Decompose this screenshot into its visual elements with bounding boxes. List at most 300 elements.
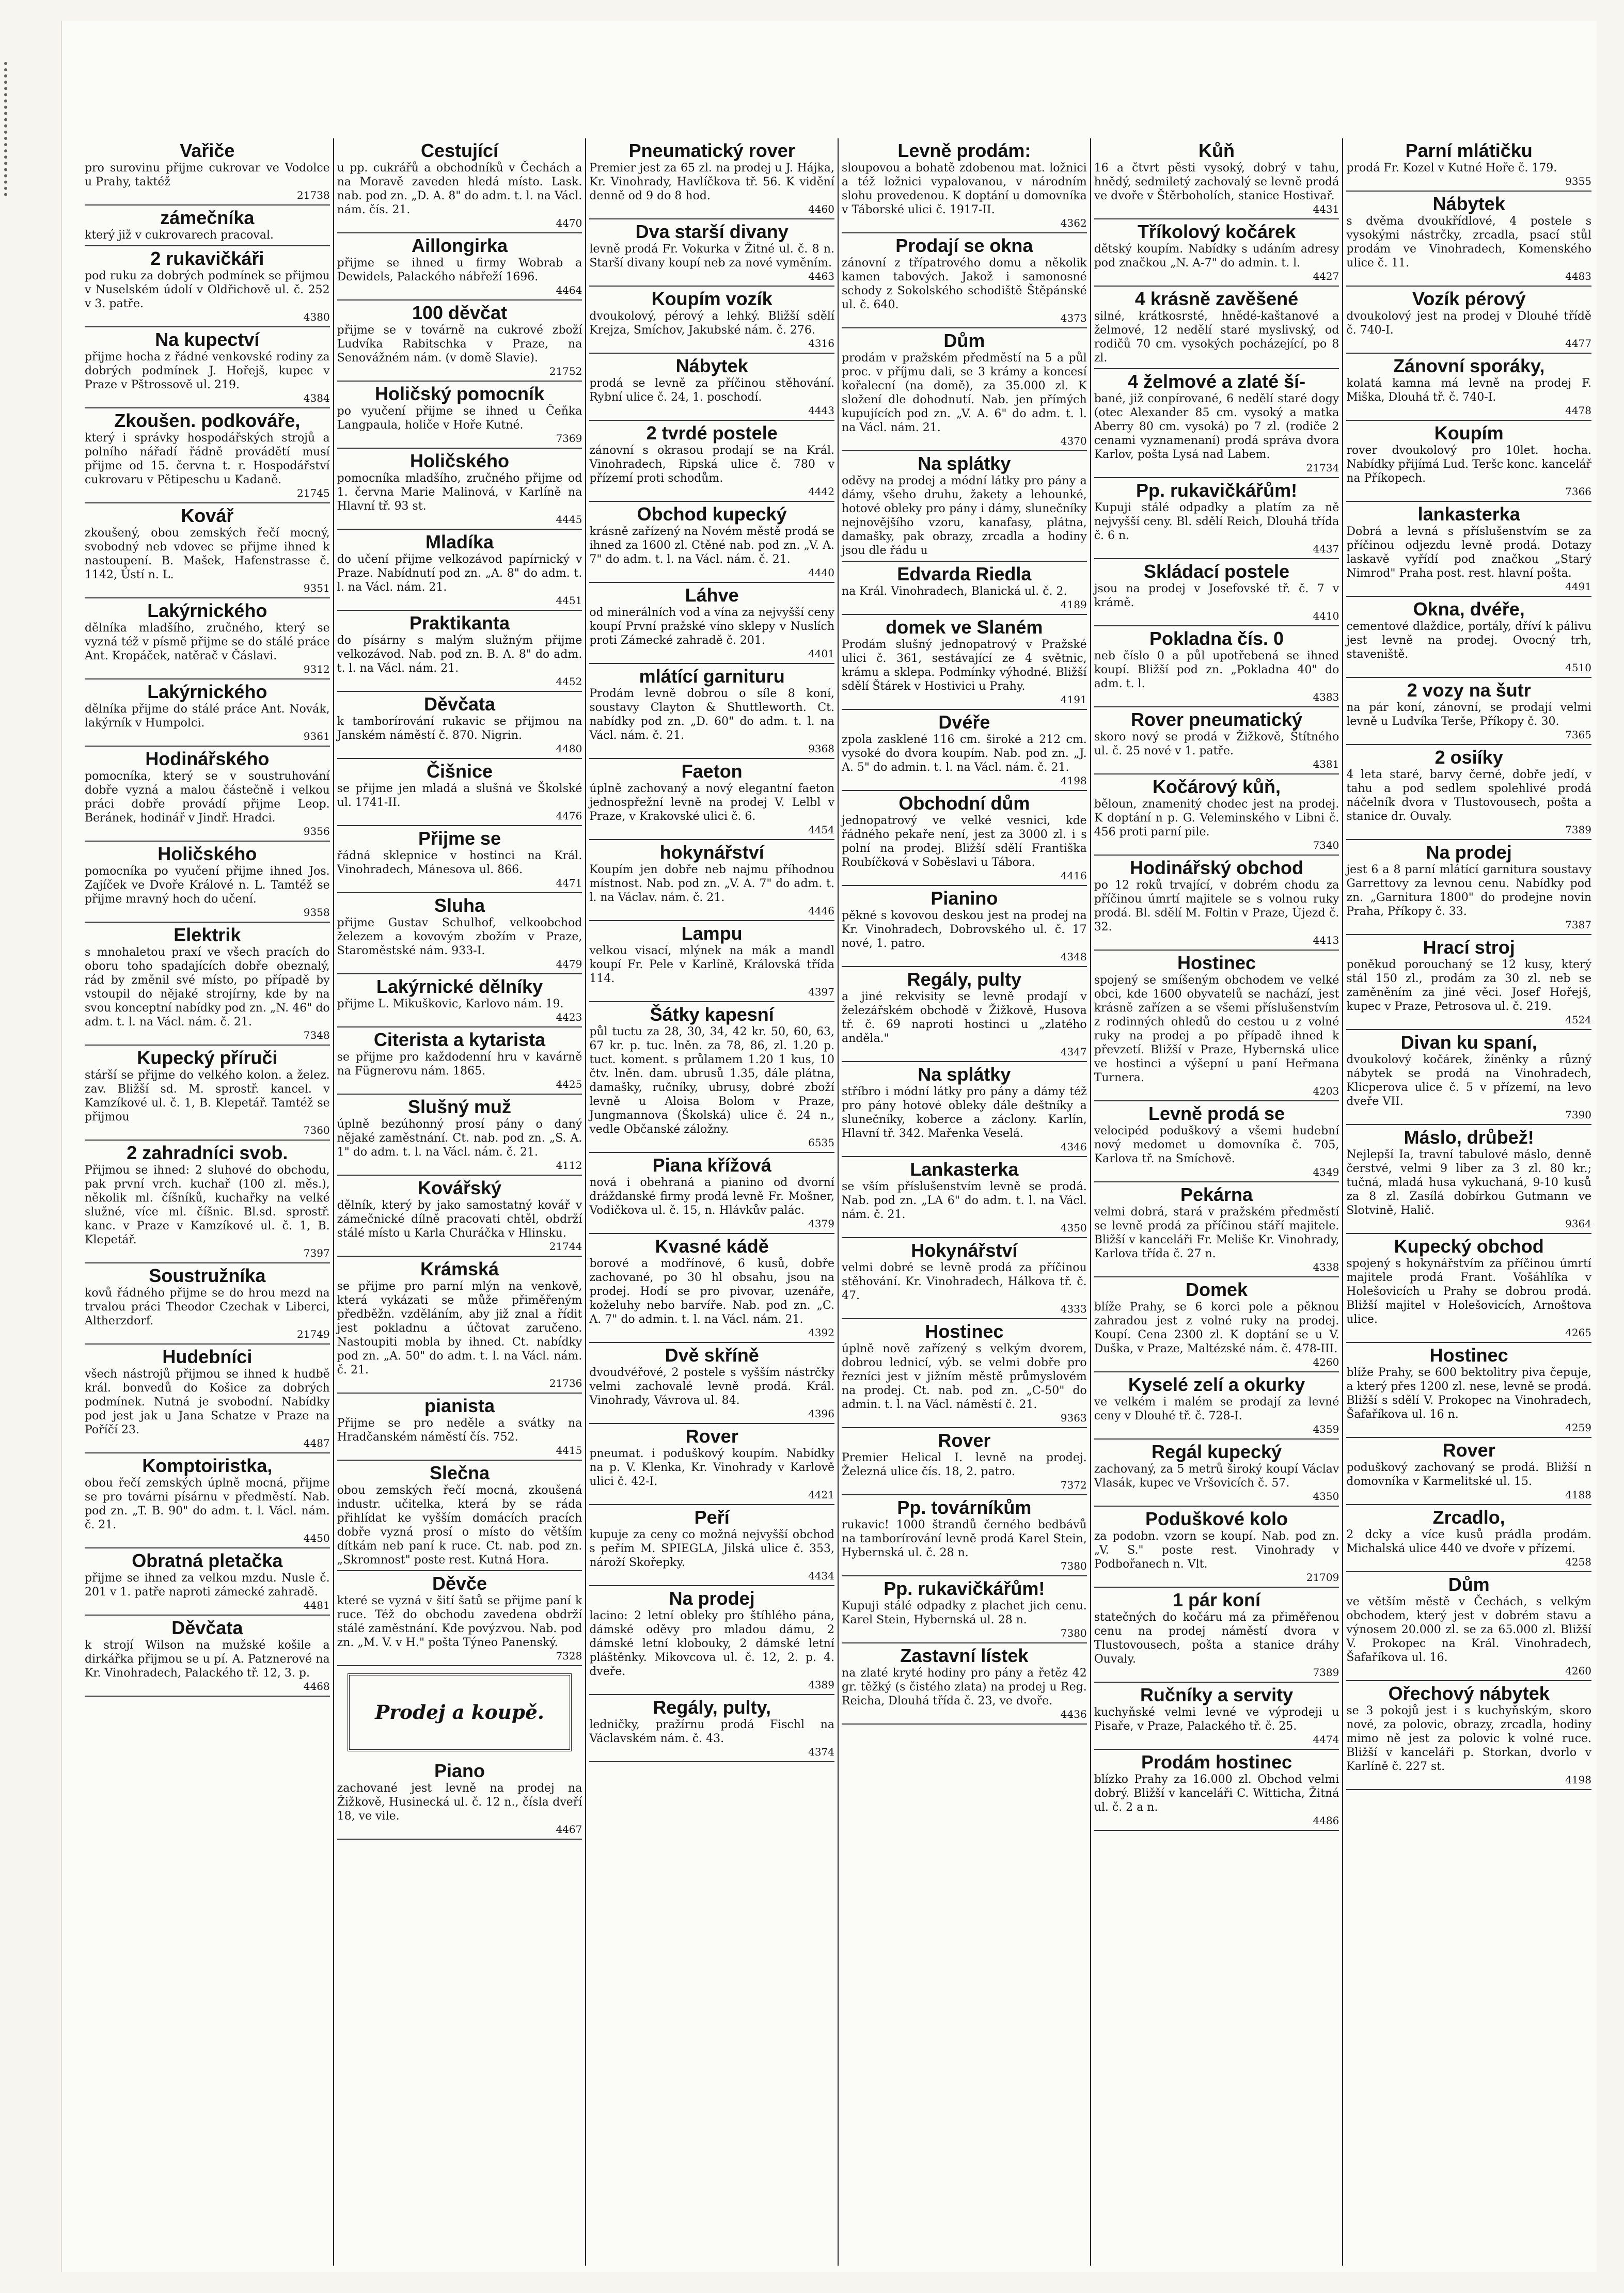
classified-ad bbox=[337, 138, 582, 233]
ad-text: dětský koupím. Nabídky s udáním adresy pod značkou „N. A-7" do admin. t. l. bbox=[1094, 243, 1339, 270]
classified-ad bbox=[842, 710, 1087, 791]
ad-title: Piano bbox=[434, 1760, 485, 1781]
ad-text: silné, krátkosrsté, hnědé-kaštanové a želmové, 12 nedělí staré myslivský, od rodičů 70 cm. vysokých pocházející, po 8 zl. bbox=[1094, 310, 1339, 365]
ad-text: u pp. cukrářů a obchodníků v Čechách a na Moravě zaveden hledá místo. Lask. nab. pod zn. „D. A. 8" do adm. t. l. na Václ. nám. čís. 21. bbox=[337, 162, 582, 216]
ad-text: úplně zachovaný a nový elegantní faeton jednospřežní levně na prodej V. Lelbl v Praze, v Krakovské ulici č. 6. bbox=[589, 782, 835, 823]
ad-title: 4 krásně zavěšené bbox=[1134, 288, 1299, 309]
ad-title: Lakýrnické dělníky bbox=[376, 976, 543, 997]
classified-ad bbox=[85, 1453, 330, 1548]
classified-ad bbox=[1346, 597, 1591, 678]
classified-ad bbox=[337, 233, 582, 301]
ad-code: 4468 bbox=[303, 1680, 330, 1693]
classified-ad bbox=[1346, 287, 1591, 354]
ad-text: ledničky, pražírnu prodá Fischl na Václavském nám. č. 43. bbox=[589, 1718, 835, 1745]
ad-text: zánovní s okrasou prodají se na Král. Vinohradech, Ripská ulice č. 780 v přízemí proti schodům. bbox=[589, 444, 835, 485]
ad-code: 4454 bbox=[808, 824, 835, 836]
ad-text: řádná sklepnice v hostinci na Král. Vinohradech, Mánesova ul. 866. bbox=[337, 849, 582, 876]
classified-ad bbox=[589, 421, 834, 502]
ad-code: 4445 bbox=[556, 513, 582, 526]
classified-ad bbox=[589, 1695, 834, 1762]
classified-ad bbox=[1094, 856, 1339, 951]
classified-ad bbox=[1346, 678, 1591, 745]
ad-text: neb číslo 0 a půl upotřebená se ihned koupí. Bližší pod zn. „Pokladna 40" do adm. t. l. bbox=[1094, 650, 1339, 690]
ad-code: 7397 bbox=[303, 1247, 330, 1259]
ad-code: 9312 bbox=[303, 663, 330, 675]
ad-text: zachované jest levně na prodej na Žižkově, Husinecká ul. č. 12 n., čísla dveří 18, ve vile. bbox=[337, 1781, 582, 1823]
classified-ad bbox=[1094, 1507, 1339, 1588]
ad-title: 2 tvrdé postele bbox=[646, 422, 778, 444]
ad-text: pěkné s kovovou deskou jest na prodej na Kr. Vinohradech, Dobrovského ul. č. 17 nové, 1. patro. bbox=[842, 909, 1087, 950]
ad-code: 4476 bbox=[556, 810, 582, 822]
ad-text: běloun, znamenitý chodec jest na prodej. K doptání n p. G. Veleminského v Libni č. 456 proti parní pile. bbox=[1094, 798, 1339, 839]
classified-ad bbox=[85, 598, 330, 679]
ad-code: 7372 bbox=[1060, 1479, 1087, 1491]
classified-ad bbox=[1346, 421, 1591, 502]
classified-ad bbox=[337, 1027, 582, 1095]
ad-text: ve velkém i malém se prodají za levné ceny v Dlouhé tř. č. 728-I. bbox=[1094, 1396, 1339, 1422]
classified-ad bbox=[1094, 1101, 1339, 1182]
classified-ad bbox=[85, 327, 330, 408]
classified-ad bbox=[1094, 951, 1339, 1101]
ad-code: 4524 bbox=[1565, 1014, 1592, 1026]
ad-text: Premier jest za 65 zl. na prodej u J. Hájka, Kr. Vinohrady, Havlíčkova tř. 56. K vidění denně od 9 do 8 hod. bbox=[589, 162, 835, 202]
ad-title: Dům bbox=[1448, 1574, 1490, 1595]
ad-code: 4486 bbox=[1313, 1814, 1339, 1827]
ad-text: přijme se ihned u firmy Wobrab a Dewidels, Palackého nábřeží 1696. bbox=[337, 257, 582, 283]
ad-code: 4112 bbox=[556, 1159, 582, 1172]
ad-title: Pp. továrníkům bbox=[897, 1497, 1032, 1518]
classified-ad bbox=[842, 1576, 1087, 1643]
ad-title: Edvarda Riedla bbox=[897, 563, 1032, 584]
ad-text: k tamborírování rukavic se přijmou na Janském náměstí č. 870. Nigrin. bbox=[337, 715, 582, 742]
ad-title: Sluha bbox=[434, 895, 485, 916]
ad-text: na pár koní, zánovní, se prodají velmi levně u Ludvíka Terše, Příkopy č. 30. bbox=[1346, 701, 1592, 728]
ad-title: Holičský pomocník bbox=[374, 383, 545, 404]
classified-ad bbox=[337, 1176, 582, 1257]
ad-title: Elektrik bbox=[174, 924, 241, 945]
ad-text: rukavic! 1000 štrandů černého bedbávů na tamborírování levně prodá Karel Stein, Hybernská ul. č. 28 n. bbox=[842, 1519, 1087, 1559]
classified-ad bbox=[1094, 287, 1339, 369]
ad-code: 4333 bbox=[1060, 1303, 1087, 1315]
ad-title: Koupím vozík bbox=[651, 288, 772, 309]
classified-ad bbox=[1346, 1030, 1591, 1125]
classified-ad bbox=[1346, 138, 1591, 192]
ad-code: 4467 bbox=[556, 1823, 582, 1836]
ad-title: Obchod kupecký bbox=[637, 503, 787, 525]
ad-title: Kupecký příruči bbox=[137, 1047, 278, 1068]
ad-text: lacino: 2 letní obleky pro štíhlého pána, dámské oděvy pro mladou dámu, 2 dámské letní klobouky, 2 dámské letní pláštěnky. Mikovcova ul. č. 12, 2. p. 4. dveře. bbox=[589, 1609, 835, 1678]
ad-title: Faeton bbox=[681, 761, 743, 782]
ad-title: Praktikanta bbox=[409, 612, 510, 634]
classified-ad bbox=[85, 1616, 330, 1697]
ad-code: 4415 bbox=[556, 1444, 582, 1457]
ad-title: Nábytek bbox=[1432, 193, 1505, 214]
classified-ad bbox=[1346, 1125, 1591, 1234]
ad-code: 4477 bbox=[1565, 337, 1592, 350]
ad-title: hokynářství bbox=[659, 842, 764, 863]
ad-title: Lankasterka bbox=[910, 1159, 1019, 1180]
ad-title: Krámská bbox=[420, 1258, 499, 1279]
ad-code: 4392 bbox=[808, 1326, 835, 1339]
ad-code: 4431 bbox=[1313, 203, 1339, 215]
ad-code: 4479 bbox=[556, 958, 582, 970]
ad-title: Na kupectví bbox=[155, 329, 260, 350]
ad-title: Komptoiristka, bbox=[142, 1455, 273, 1476]
ad-title: Děvčata bbox=[171, 1617, 243, 1638]
classified-ad bbox=[589, 1343, 834, 1424]
ad-title: Obratná pletačka bbox=[132, 1550, 283, 1571]
ad-title: Dva starší divany bbox=[635, 221, 789, 242]
ad-code: 4437 bbox=[1313, 543, 1339, 555]
ad-title: Divan ku spaní, bbox=[1400, 1032, 1537, 1053]
ad-code: 4362 bbox=[1060, 217, 1087, 229]
ad-title: Na splátky bbox=[918, 1064, 1011, 1085]
classified-ad bbox=[589, 759, 834, 840]
ad-title: zámečníka bbox=[160, 207, 255, 228]
ad-text: s mnohaletou praxí ve všech pracích do oboru toho spadajících dobře obeznalý, rád by změnil své místo, po případě by vstoupil do nějaké strojírny, kde by na svou konceptní nabídky pod zn. „N. 46" do adm. t. l. na Václ. nám. č. 21. bbox=[85, 946, 330, 1029]
ad-text: Kupuji stálé odpadky z plachet jich cenu. Karel Stein, Hybernská ul. 28 n. bbox=[842, 1600, 1087, 1626]
ad-code: 4487 bbox=[303, 1437, 330, 1449]
ad-title: Vozík pérový bbox=[1412, 288, 1526, 309]
ad-code: 4480 bbox=[556, 742, 582, 755]
classified-ad bbox=[1094, 219, 1339, 287]
classified-ad bbox=[1094, 369, 1339, 478]
ad-title: Lakýrnického bbox=[147, 681, 267, 702]
ad-text: Prodám levně dobrou o síle 8 koní, soustavy Clayton & Shuttleworth. Ct. nabídky pod zn. „D. 60" do adm. t. l. na Václ. nám. č. 21. bbox=[589, 687, 835, 742]
ad-code: 7369 bbox=[556, 432, 582, 445]
ad-text: na Král. Vinohradech, Blanická ul. č. 2. bbox=[842, 585, 1067, 598]
ad-code: 21749 bbox=[297, 1328, 330, 1340]
ad-title: Rover bbox=[1442, 1440, 1495, 1461]
ad-code: 7390 bbox=[1565, 1109, 1592, 1121]
ad-title: pianista bbox=[424, 1395, 495, 1416]
ad-title: 1 pár koní bbox=[1172, 1589, 1261, 1610]
ad-code: 21734 bbox=[1306, 462, 1339, 474]
classified-ad bbox=[1094, 707, 1339, 774]
ad-text: statečných do kočáru má za přiměřenou cenu na prodej náměstí dvora v Tlustovousech, pošta a stanice dráhy Ouvaly. bbox=[1094, 1611, 1339, 1666]
ad-text: po 12 roků trvající, v dobrém chodu za příčinou úmrtí majitele se s volnou ruky prodá. Bl. sdělí M. Foltin v Praze, Újezd č. 32. bbox=[1094, 879, 1339, 934]
ad-text: velmi dobrá, stará v pražském předměstí se levně prodá za příčinou stáří majitele. Bližší v kanceláři Fr. Meliše Kr. Vinohrady, Karlova třída č. 27 n. bbox=[1094, 1206, 1339, 1260]
column-3 bbox=[585, 138, 838, 2266]
ad-text: dělníka mladšího, zručného, který se vyzná též v písmě přijme se do stálé práce Ant. Kropáček, natěrač v Čáslavi. bbox=[85, 622, 330, 662]
classified-ad bbox=[337, 449, 582, 530]
ad-code: 4510 bbox=[1565, 661, 1592, 674]
ad-code: 4443 bbox=[808, 404, 835, 417]
ad-code: 4396 bbox=[808, 1408, 835, 1420]
classified-ad bbox=[842, 615, 1087, 710]
ad-title: Poduškové kolo bbox=[1145, 1508, 1288, 1529]
ad-title: 2 zahradníci svob. bbox=[127, 1142, 288, 1163]
classified-ad bbox=[85, 138, 330, 205]
ad-code: 4198 bbox=[1060, 774, 1087, 787]
classified-ad bbox=[1346, 1343, 1591, 1438]
ad-title: lankasterka bbox=[1417, 503, 1520, 525]
ad-text: všech nástrojů přijmou se ihned k hudbě král. bonvedů do Košice za dobrých podmínek. Nutná je svobodní. Nabídky pod jest jak u Jana Schatze v Praze na Poříčí 23. bbox=[85, 1368, 330, 1436]
classified-ad bbox=[589, 138, 834, 219]
classified-ad bbox=[842, 233, 1087, 328]
ad-title: Hodinářský obchod bbox=[1130, 857, 1304, 878]
ad-code: 4413 bbox=[1313, 934, 1339, 946]
ad-code: 9351 bbox=[303, 582, 330, 594]
ad-title: Mladíka bbox=[425, 531, 494, 552]
ad-title: Pekárna bbox=[1180, 1184, 1253, 1205]
ad-code: 4191 bbox=[1060, 693, 1087, 706]
ad-code: 4384 bbox=[303, 392, 330, 404]
ad-text: přijme hocha z řádné venkovské rodiny za dobrých podmínek J. Hořejš, kupec v Praze v Pštrossově ul. 219. bbox=[85, 351, 330, 391]
classified-ad bbox=[337, 1461, 582, 1571]
classified-ad bbox=[85, 747, 330, 842]
ad-code: 4347 bbox=[1060, 1046, 1087, 1058]
classified-ad bbox=[589, 921, 834, 1002]
ad-code: 7348 bbox=[303, 1029, 330, 1041]
ad-code: 4350 bbox=[1313, 1490, 1339, 1503]
ad-text: na zlaté kryté hodiny pro pány a řetěz 42 gr. těžký (s čistého zlata) na prodej u Reg. Reicha, Dlouhá třída č. 23, ve dvoře. bbox=[842, 1667, 1087, 1707]
classified-ad bbox=[589, 583, 834, 664]
ad-text: blíže Prahy, se 600 bektolitry piva čepuje, a který přes 1200 zl. nese, levně se prodá. Bližší s sdělí V. Prokopec na Vinohradech, Šafaříkova ul. 16 n. bbox=[1346, 1366, 1592, 1421]
ad-code: 4460 bbox=[808, 203, 835, 215]
ad-code: 9358 bbox=[303, 906, 330, 919]
ad-title: Citerista a kytarista bbox=[373, 1029, 546, 1050]
ad-title: Prodají se okna bbox=[895, 235, 1033, 256]
classified-ad bbox=[1346, 745, 1591, 840]
ad-text: nová i obehraná a pianino od dvorní dráždanské firmy prodá levně Fr. Mošner, Vodičkova ul. č. 15, n. Hlávkův palác. bbox=[589, 1176, 835, 1217]
ad-code: 4389 bbox=[808, 1679, 835, 1691]
ad-text: Přijme se pro neděle a svátky na Hradčanském náměstí čís. 752. bbox=[337, 1417, 582, 1444]
ad-text: zachovaný, za 5 metrů široký koupí Václav Vlasák, kupec ve Vršovicích č. 57. bbox=[1094, 1463, 1339, 1490]
ad-code: 4338 bbox=[1313, 1261, 1339, 1273]
classified-ad bbox=[1346, 840, 1591, 935]
classified-ad bbox=[842, 967, 1087, 1062]
classified-ad bbox=[589, 1424, 834, 1505]
ad-code: 7365 bbox=[1565, 729, 1592, 741]
ad-text: blíže Prahy, se 6 korci pole a pěknou zahradou jest z volné ruky na prodej. Koupí. Cena 2300 zl. K doptání se u V. Duška, v Praze, Maltézské nám. č. 478-III. bbox=[1094, 1301, 1339, 1355]
classified-ad bbox=[337, 301, 582, 382]
ad-code: 4425 bbox=[556, 1078, 582, 1090]
ad-text: skoro nový se prodá v Žižkově, Štítného ul. č. 25 nové v 1. patře. bbox=[1094, 731, 1339, 757]
ad-title: Čišnice bbox=[426, 761, 493, 782]
ad-code: 4423 bbox=[556, 1011, 582, 1023]
classified-ad bbox=[842, 1062, 1087, 1157]
ad-text: kolatá kamna má levně na prodej F. Miška, Dlouhá tř. č. 740-I. bbox=[1346, 377, 1592, 404]
classified-ad bbox=[85, 503, 330, 598]
ad-text: zkoušený, obou zemských řečí mocný, svobodný neb vdovec se přijme ihned k nastoupení. B. Mašek, Hafenstrasse č. 1142, Ústí n. L. bbox=[85, 527, 330, 581]
ad-text: které se vyzná v šití šatů se přijme paní k ruce. Též do obchodu zavedena obdrží stálé zaměstnání. Kde povýzvou. Nab. pod zn. „M. V. v H." pošta Týneo Panenský. bbox=[337, 1594, 582, 1649]
classified-ad bbox=[589, 840, 834, 921]
ad-title: Pneumatický rover bbox=[628, 140, 795, 161]
ad-code: 4401 bbox=[808, 647, 835, 660]
ad-text: zpola zasklené 116 cm. široké a 212 cm. vysoké do dvora koupím. Nab. pod zn. „J. A. 5" do admin. t. l. na Václ. nám. č. 21. bbox=[842, 733, 1087, 774]
ad-text: Nejlepší Ia, travní tabulové máslo, denně čerstvé, velmi 9 liber za 3 zl. 80 kr.; tučná, mladá husa vykuchaná, 9-10 kusů za 8 zl. Zasílá dobírkou Gutmann ve Slotvině, Halič. bbox=[1346, 1148, 1592, 1217]
classified-ad bbox=[85, 923, 330, 1046]
ad-code: 4470 bbox=[556, 217, 582, 229]
ad-code: 4359 bbox=[1313, 1423, 1339, 1435]
ad-text: jednopatrový ve velké vesnici, kde řádného pekaře není, jest za 3000 zl. i s polní na prodej. Bližší sdělí Františka Roubíčková v Soběslavi u Tábora. bbox=[842, 814, 1087, 869]
ad-code: 9368 bbox=[808, 742, 835, 755]
ad-title: Kovářský bbox=[417, 1177, 502, 1198]
ad-text: prodá Fr. Kozel v Kutné Hoře č. 179. bbox=[1346, 162, 1557, 175]
ad-text: přijme se ihned za velkou mzdu. Nusle č. 201 v 1. patře naproti zámecké zahradě. bbox=[85, 1572, 330, 1599]
ad-text: poduškový zachovaný se prodá. Bližší n domovníka v Karmelitské ul. 15. bbox=[1346, 1461, 1592, 1488]
ad-text: velocipéd poduškový a všemi hudební nový medomet u domovníka č. 705, Karlova tř. na Smíchově. bbox=[1094, 1125, 1339, 1165]
classified-ad bbox=[589, 287, 834, 354]
ad-title: Pianino bbox=[931, 888, 998, 909]
ad-code: 4410 bbox=[1313, 610, 1339, 622]
ad-title: Okna, dvéře, bbox=[1413, 598, 1525, 620]
ad-title: Holičského bbox=[157, 843, 257, 864]
ad-text: Prodám slušný jednopatrový v Pražské ulici č. 361, sestávající ze 4 světnic, krámu a sklepa. Podmínky výhodné. Bližší sdělí Štárek v Hostivici u Prahy. bbox=[842, 638, 1087, 693]
ad-title: 2 rukavičkáři bbox=[150, 248, 264, 269]
ad-title: Na prodej bbox=[1426, 842, 1512, 863]
ad-text: dvoukolový kočárek, žíněnky a různý nábytek se prodá na Vinohradech, Klicperova ulice č. 5 v přízemí, na levo dveře VII. bbox=[1346, 1053, 1592, 1108]
classified-ad bbox=[1346, 1438, 1591, 1505]
classified-ad bbox=[337, 530, 582, 611]
ad-text: Kupuji stálé odpadky a platím za ně nejvyšší ceny. Bl. sdělí Reich, Dlouhá třída č. 6 n. bbox=[1094, 501, 1339, 542]
classified-ad bbox=[842, 1428, 1087, 1495]
column-5 bbox=[1090, 138, 1343, 2266]
ad-code: 4198 bbox=[1565, 1774, 1592, 1786]
ad-title: Slečna bbox=[429, 1462, 490, 1483]
ad-text: Premier Helical I. levně na prodej. Železná ulice čís. 18, 2. patro. bbox=[842, 1451, 1087, 1478]
ad-code: 4203 bbox=[1313, 1085, 1339, 1097]
classified-ad bbox=[1346, 1681, 1591, 1790]
ad-title: Peří bbox=[694, 1507, 730, 1528]
ad-code: 7380 bbox=[1060, 1627, 1087, 1639]
classified-ad bbox=[842, 1157, 1087, 1238]
ad-title: Regály, pulty, bbox=[653, 1697, 771, 1718]
ad-title: Koupím bbox=[1434, 422, 1504, 444]
ad-title: Hokynářství bbox=[911, 1240, 1018, 1261]
classified-ad bbox=[85, 408, 330, 503]
classified-ad bbox=[337, 1257, 582, 1394]
ad-title: Hodinářského bbox=[145, 748, 270, 769]
ad-text: do učení přijme velkozávod papírnický v Praze. Nabídnutí pod zn. „A. 8" do adm. t. l. na Václ. nám. 21. bbox=[337, 553, 582, 594]
classified-ad bbox=[842, 791, 1087, 886]
ad-code: 7340 bbox=[1313, 839, 1339, 851]
classified-ad bbox=[589, 354, 834, 421]
classified-ad bbox=[337, 759, 582, 826]
ad-code: 4380 bbox=[303, 311, 330, 323]
ad-text: dvoukolový, pérový a lehký. Bližší sdělí Krejza, Smíchov, Jakubské nám. č. 276. bbox=[589, 310, 835, 337]
ad-title: Nábytek bbox=[675, 355, 748, 376]
classified-ad bbox=[842, 562, 1087, 615]
ad-title: Hostinec bbox=[1177, 952, 1256, 973]
ad-title: Aillongirka bbox=[411, 235, 508, 256]
classified-ad bbox=[842, 1238, 1087, 1319]
column-6 bbox=[1342, 138, 1595, 2266]
ad-code: 4427 bbox=[1313, 270, 1339, 282]
ad-title: Rover bbox=[938, 1430, 991, 1451]
classified-ad bbox=[1094, 1683, 1339, 1750]
classified-ad bbox=[589, 1153, 834, 1234]
ad-title: Dům bbox=[943, 330, 985, 351]
ad-title: Dvě skříně bbox=[665, 1345, 759, 1366]
ad-title: mlátící garnituru bbox=[639, 666, 785, 687]
ad-title: Kupecký obchod bbox=[1394, 1236, 1544, 1257]
ad-text: poněkud porouchaný se 12 kusy, který stál 150 zl., prodám za 30 zl. neb se zaměněním za jiné věci. Josef Hořejš, kupec v Praze, Petrosova ul. č. 219. bbox=[1346, 958, 1592, 1013]
ad-text: pomocníka, který se v soustruhování dobře vyzná a malou částečně i velkou práci dobře provádí přijme Leop. Beránek, hodinář v Jindř. Hradci. bbox=[85, 770, 330, 825]
classified-ad bbox=[337, 382, 582, 449]
ad-text: 2 dcky a více kusů prádla prodám. Michalská ulice 440 ve dvoře v přízemí. bbox=[1346, 1528, 1592, 1555]
ad-title: Skládací postele bbox=[1143, 561, 1290, 582]
classified-ad bbox=[85, 1345, 330, 1453]
ad-text: dvoudvéřové, 2 postele s vyšším nástrčky velmi zachovalé levně prodá. Král. Vinohrady, Vávrova ul. 84. bbox=[589, 1366, 835, 1407]
ad-title: Zastavní lístek bbox=[900, 1645, 1029, 1666]
ad-code: 9363 bbox=[1060, 1412, 1087, 1424]
ad-code: 4416 bbox=[1060, 869, 1087, 882]
ad-text: krásně zařízený na Novém městě prodá se ihned za 1600 zl. Ctěné nab. pod zn. „V. A. 7" do adm. t. l. na Václ. nám. č. 21. bbox=[589, 525, 835, 566]
ad-title: Na splátky bbox=[918, 453, 1011, 474]
ad-text: jest 6 a 8 parní mlátící garnitura soustavy Garrettovy za levnou cenu. Nabídky pod zn. „Garnitura 1800" do prodejne novin Praha, Příkopy č. 33. bbox=[1346, 863, 1592, 918]
ad-text: dvoukolový jest na prodej v Dlouhé třídě č. 740-I. bbox=[1346, 310, 1592, 337]
ad-code: 4316 bbox=[808, 337, 835, 350]
ad-text: se přijme jen mladá a slušná ve Školské ul. 1741-II. bbox=[337, 782, 582, 809]
classified-ad bbox=[1346, 935, 1591, 1030]
ad-text: kuchyňské velmi levné ve výprodeji u Pisaře, v Praze, Palackého tř. č. 25. bbox=[1094, 1706, 1339, 1733]
ad-title: Šátky kapesní bbox=[650, 1004, 774, 1025]
ad-text: s dvěma dvoukřídlové, 4 postele s vysokými nástrčky, zrcadla, psací stůl prodám ve Vinohradech, Komenského ulice č. 11. bbox=[1346, 215, 1592, 270]
ad-code: 4442 bbox=[808, 485, 835, 498]
ad-code: 6535 bbox=[808, 1136, 835, 1149]
ad-text: přijme Gustav Schulhof, velkoobchod železem a kovovým zbožím v Praze, Staroměstské nám. 933-I. bbox=[337, 916, 582, 957]
ad-title: Přijme se bbox=[418, 828, 501, 849]
ad-text: stříbro i módní látky pro pány a dámy též pro pány hotové obleky dále deštníky a slunečníky, koberce a záclony. Karlín, Hlavní tř. 342. Mařenka Veselá. bbox=[842, 1085, 1087, 1140]
ad-text: se vším příslušenstvím levně se prodá. Nab. pod zn. „LA 6" do adm. t. l. na Václ. nám. č. 21. bbox=[842, 1180, 1087, 1221]
ad-text: rover dvoukolový pro 10let. hocha. Nabídky přijímá Lud. Teršc konc. kancelář na Příkopech. bbox=[1346, 444, 1592, 485]
ad-text: spojený s hokynářstvím za příčinou úmrtí majitele prodá Frant. Vošáhlíka v Holešovicích u Prahy se dobrou prodá. Bližší majitel v Holešovicích, Arnoštova ulice. bbox=[1346, 1257, 1592, 1326]
classified-ad bbox=[589, 219, 834, 287]
ad-code: 4452 bbox=[556, 675, 582, 688]
ad-title: Regál kupecký bbox=[1151, 1441, 1282, 1462]
ad-title: Hudebníci bbox=[162, 1346, 253, 1367]
ad-code: 21752 bbox=[549, 365, 582, 377]
ad-code: 7360 bbox=[303, 1124, 330, 1136]
classified-ad bbox=[1094, 774, 1339, 856]
classified-ad bbox=[85, 842, 330, 923]
ad-title: Pp. rukavičkářům! bbox=[884, 1578, 1045, 1599]
ad-code: 4260 bbox=[1565, 1665, 1592, 1677]
ad-title: Domek bbox=[1186, 1279, 1248, 1300]
ad-code: 4434 bbox=[808, 1570, 835, 1582]
ad-text: úplně bezúhonný prosí pány o daný nějaké zaměstnání. Ct. nab. pod zn. „S. A. 1" do adm. t. l. na Václ. nám. č. 21. bbox=[337, 1118, 582, 1159]
classified-ad bbox=[337, 1394, 582, 1461]
ad-title: Piana křížová bbox=[652, 1155, 771, 1176]
ad-title: Levně prodá se bbox=[1148, 1103, 1285, 1124]
classified-ad bbox=[589, 1505, 834, 1586]
ad-title: Děvčata bbox=[423, 693, 496, 715]
ad-code: 4373 bbox=[1060, 312, 1087, 324]
ad-code: 4374 bbox=[808, 1746, 835, 1758]
ad-text: zánovní z třípatrového domu a několik kamen tabových. Jakož i samonosné schody z Sokolského schodiště Štěpánské ul. č. 640. bbox=[842, 257, 1087, 311]
ad-text: přijme L. Mikuškovic, Karlovo nám. 19. bbox=[337, 998, 564, 1010]
ad-text: cementové dlaždice, portály, dříví k pálivu jest levně na prodej. Ovocný trh, staveniště. bbox=[1346, 620, 1592, 661]
ad-text: jsou na prodej v Josefovské tř. č. 7 v krámě. bbox=[1094, 582, 1339, 609]
ad-code: 4348 bbox=[1060, 951, 1087, 963]
ad-title: Zánovní sporáky, bbox=[1393, 355, 1545, 376]
ad-code: 7328 bbox=[556, 1650, 582, 1662]
ad-title: Kyselé zelí a okurky bbox=[1128, 1374, 1305, 1395]
classified-ad bbox=[1094, 478, 1339, 559]
ad-title: Cestující bbox=[420, 140, 499, 161]
ad-text: levně prodá Fr. Vokurka v Žitné ul. č. 8 n. Starší divany koupí neb za nové vyměním. bbox=[589, 243, 835, 270]
ad-code: 7366 bbox=[1565, 485, 1592, 498]
ad-code: 7389 bbox=[1313, 1666, 1339, 1679]
ad-code: 4381 bbox=[1313, 758, 1339, 770]
ad-text: který již v cukrovarech pracoval. bbox=[85, 229, 274, 242]
ad-code: 21736 bbox=[549, 1377, 582, 1389]
ad-text: pomocníka po vyučení přijme ihned Jos. Zajíček ve Dvoře Králové n. L. Tamtéž se přijme mravný hoch do učení. bbox=[85, 865, 330, 906]
ad-code: 4379 bbox=[808, 1217, 835, 1230]
ad-title: Zrcadlo, bbox=[1432, 1507, 1505, 1528]
